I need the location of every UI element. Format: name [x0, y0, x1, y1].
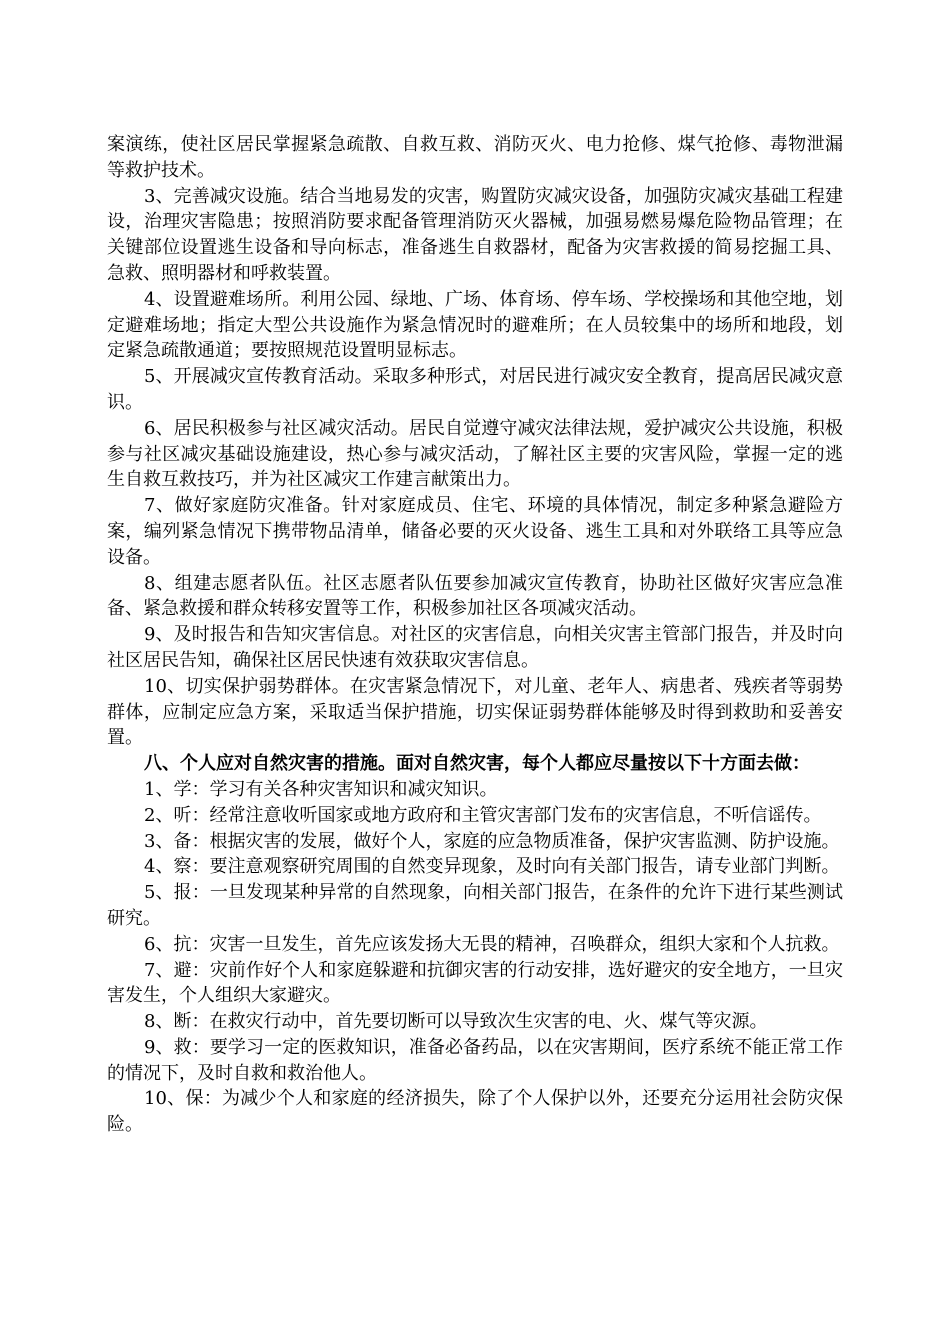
personal-measure-observe: 4、察：要注意观察研究周围的自然变异现象，及时向有关部门报告，请专业部门判断。 — [144, 856, 840, 878]
personal-measure-cut-off: 8、断：在救灾行动中，首先要切断可以导致次生灾害的电、火、煤气等灾源。 — [144, 1011, 768, 1033]
paragraph-item-5-education: 5、开展减灾宣传教育活动。采取多种形式，对居民进行减灾安全教育，提高居民减灾意识。 — [107, 366, 843, 413]
paragraph-item-4-shelters: 4、设置避难场所。利用公园、绿地、广场、体育场、停车场、学校操场和其他空地，划定避难场地；指定大型公共设施作为紧急情况时的避难所；在人员较集中的场所和地段，划定紧急疏散通道；要按照规范设置明显标志。 — [107, 288, 843, 362]
personal-measure-learn: 1、学：学习有关各种灾害知识和减灾知识。 — [144, 778, 498, 800]
personal-measure-insure: 10、保：为减少个人和家庭的经济损失，除了个人保护以外，还要充分运用社会防灾保险。 — [107, 1088, 843, 1136]
section-heading-8: 八、个人应对自然灾害的措施。面对自然灾害，每个人都应尽量按以下十方面去做： — [144, 753, 810, 775]
paragraph-item-6-participation: 6、居民积极参与社区减灾活动。居民自觉遵守减灾法律法规，爱护减灾公共设施，积极参与社区减灾基础设施建设，热心参与减灾活动，了解社区主要的灾害风险，掌握一定的逃生自救互救技巧，并为社区减灾工作建言献策出力。 — [107, 417, 843, 491]
paragraph-drill-continuation: 案演练，使社区居民掌握紧急疏散、自救互救、消防灭火、电力抢修、煤气抢修、毒物泄漏等救护技术。 — [107, 134, 843, 181]
personal-measure-rescue: 9、救：要学习一定的医救知识，准备必备药品，以在灾害期间，医疗系统不能正常工作的情况下，及时自救和救治他人。 — [107, 1036, 843, 1084]
paragraph-item-3-facilities: 3、完善减灾设施。结合当地易发的灾害，购置防灾减灾设备，加强防灾减灾基础工程建设，治理灾害隐患；按照消防要求配备管理消防灭火器械，加强易燃易爆危险物品管理；在关键部位设置逃生设备和导向标志，准备逃生自救器材，配备为灾害救援的简易挖掘工具、急救、照明器材和呼救装置。 — [107, 185, 843, 284]
personal-measure-prepare: 3、备：根据灾害的发展，做好个人，家庭的应急物质准备，保护灾害监测、防护设施。 — [144, 830, 840, 852]
paragraph-item-7-family-prep: 7、做好家庭防灾准备。针对家庭成员、住宅、环境的具体情况，制定多种紧急避险方案，编列紧急情况下携带物品清单，储备必要的灭火设备、逃生工具和对外联络工具等应急设备。 — [107, 495, 843, 568]
paragraph-item-8-volunteers: 8、组建志愿者队伍。社区志愿者队伍要参加减灾宣传教育，协助社区做好灾害应急准备、紧急救援和群众转移安置等工作，积极参加社区各项减灾活动。 — [107, 572, 843, 620]
personal-measure-avoid: 7、避：灾前作好个人和家庭躲避和抗御灾害的行动安排，选好避灾的安全地方，一旦灾害发生，个人组织大家避灾。 — [107, 959, 843, 1007]
document-body — [107, 132, 843, 1138]
paragraph-item-10-vulnerable: 10、切实保护弱势群体。在灾害紧急情况下，对儿童、老年人、病患者、残疾者等弱势群体，应制定应急方案，采取适当保护措施，切实保证弱势群体能够及时得到救助和妥善安置。 — [107, 675, 843, 749]
personal-measure-listen: 2、听：经常注意收听国家或地方政府和主管灾害部门发布的灾害信息，不听信谣传。 — [144, 804, 822, 826]
paragraph-item-9-reporting: 9、及时报告和告知灾害信息。对社区的灾害信息，向相关灾害主管部门报告，并及时向社区居民告知，确保社区居民快速有效获取灾害信息。 — [107, 624, 843, 671]
personal-measure-resist: 6、抗：灾害一旦发生，首先应该发扬大无畏的精神，召唤群众，组织大家和个人抗救。 — [144, 933, 840, 955]
personal-measure-report: 5、报：一旦发现某种异常的自然现象，向相关部门报告，在条件的允许下进行某些测试研究。 — [107, 882, 843, 929]
